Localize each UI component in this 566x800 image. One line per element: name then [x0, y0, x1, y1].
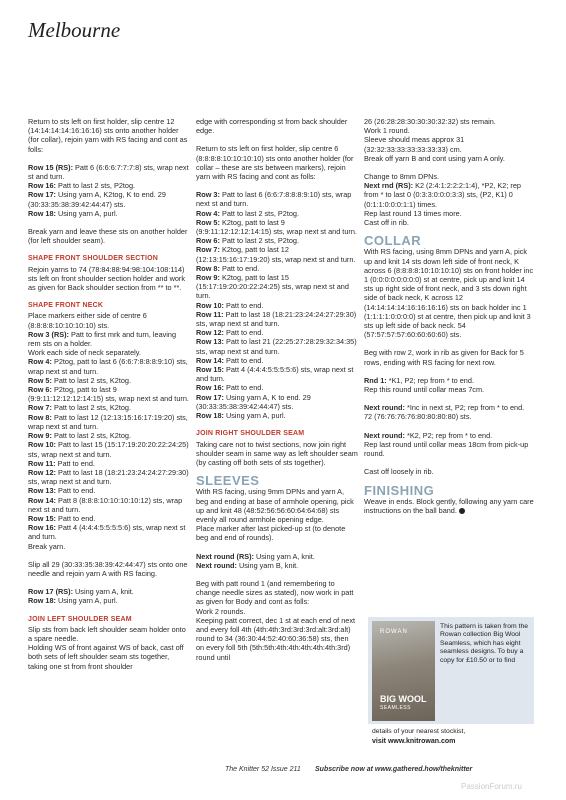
row-label: Row 16:	[28, 523, 56, 533]
page-title: Melbourne	[28, 18, 121, 42]
row-label: Row 11:	[28, 458, 56, 468]
paragraph: Work each side of neck separately.	[28, 348, 141, 358]
instruction-row	[196, 218, 358, 236]
row-text: Using yarn A, purl.	[223, 411, 286, 421]
paragraph: Slip sts from back left shoulder seam holder onto a spare needle.	[28, 624, 186, 643]
row-text: Patt 8 (8:8:8:10:10:10:10:12) sts, wrap next st and turn.	[28, 495, 183, 514]
row-label: Next rnd (RS):	[364, 181, 414, 191]
row-label: Row 13:	[28, 486, 56, 496]
section-heading: SHAPE FRONT SHOULDER SECTION	[28, 255, 159, 263]
spacer	[28, 551, 190, 560]
instruction-row	[196, 190, 358, 208]
instruction-row	[196, 273, 358, 301]
row-label: Row 15 (RS):	[28, 162, 73, 172]
paragraph: Return to sts left on first holder, slip centre 12 (14:14:14:14:16:16:16) sts onto another holder (for collar), rejoin yarn with RS facing and cont as folls:	[28, 117, 188, 154]
row-label: Next round (RS):	[196, 551, 254, 561]
promo-link[interactable]: visit www.knitrowan.com	[372, 738, 456, 745]
book-cover-image	[372, 621, 435, 721]
brand-label: ROWAN	[380, 629, 408, 635]
instruction-row	[196, 356, 358, 365]
row-text: *K2, P2; rep from * to end.	[404, 430, 493, 440]
instruction-row	[28, 330, 190, 348]
row-text: Patt to last 15 (15:17:19:20:20:22:24:25) sts, wrap next st and turn.	[28, 440, 189, 459]
row-text: Patt to end.	[223, 355, 264, 365]
paragraph: Cast off in rib.	[364, 218, 409, 228]
row-text: Patt to end.	[219, 263, 260, 273]
instruction-row	[28, 385, 190, 403]
instruction-row	[28, 523, 190, 541]
row-text: Patt to last 2 sts, P2tog.	[55, 181, 136, 191]
row-label: Row 17 (RS):	[28, 587, 73, 597]
row-text: Patt to first mrk and turn, leaving rem sts on a holder.	[28, 329, 177, 349]
column-1	[28, 117, 190, 671]
paragraph: With RS facing, using 9mm DPNs and yarn A, beg and ending at base of armhole opening, pick up and knit 48 (48:52:56:56:60:64:64:68) sts evenly all round armhole opening edge.	[196, 487, 354, 524]
row-text: Patt to last 12 (12:13:15:16:17:19:20) sts, wrap next st and turn.	[28, 412, 188, 431]
instruction-row	[28, 163, 190, 181]
row-text: Patt to last 18 (18:21:23:24:24:27:29:30) sts, wrap next st and turn.	[196, 309, 357, 329]
closing-paragraph	[364, 497, 534, 515]
row-label: Row 5:	[28, 375, 52, 385]
row-text: Patt to last 2 sts, P2tog.	[219, 236, 300, 246]
instruction-row	[28, 190, 190, 208]
row-label: Row 18:	[28, 208, 56, 218]
row-text: K2tog, patt to last 12 (12:13:15:16:17:19:20) sts, wrap next st and turn.	[196, 245, 356, 264]
paragraph: 72 (76:76:76:76:80:80:80:80) sts.	[364, 412, 472, 422]
row-text: Patt to end.	[55, 486, 96, 496]
row-text: Patt 4 (4:4:4:5:5:5:5:6) sts, wrap next st and turn.	[196, 365, 354, 384]
instruction-row	[364, 181, 534, 209]
row-text: Patt to last 2 sts, K2tog.	[51, 375, 132, 385]
instruction-row	[196, 393, 358, 411]
watermark: PassionForum.ru	[461, 782, 522, 791]
instruction-row	[28, 440, 190, 458]
row-label: Row 15:	[196, 365, 224, 375]
instruction-row	[28, 468, 190, 486]
row-label: Row 7:	[28, 403, 52, 413]
row-text: *K1, P2; rep from * to end.	[386, 375, 474, 385]
major-heading: COLLAR	[364, 233, 422, 249]
paragraph: Beg with patt round 1 (and remembering to change needle sizes as stated), now work in patt as given for Body and cont as folls:	[196, 578, 354, 607]
subscribe-link[interactable]: Subscribe now at www.gathered.how/theknitter	[315, 766, 473, 773]
row-label: Row 14:	[28, 495, 56, 505]
major-heading: SLEEVES	[196, 473, 260, 489]
spacer	[28, 606, 190, 615]
end-mark-icon	[459, 508, 465, 514]
row-text: Patt to end.	[223, 383, 264, 393]
paragraph: Slip all 29 (30:33:35:38:39:42:44:47) sts onto one needle and rejoin yarn A with RS facing.	[28, 559, 188, 578]
instruction-row	[196, 383, 358, 392]
row-text: Patt to last 18 (18:21:23:24:24:27:29:30) sts, wrap next st and turn.	[28, 467, 189, 487]
instruction-row	[196, 561, 358, 570]
row-label: Next round:	[196, 560, 237, 570]
row-label: Row 3 (RS):	[28, 329, 69, 339]
footer-magazine	[225, 766, 301, 773]
row-label: Row 6:	[196, 236, 220, 246]
row-text: Using yarn A, K2tog, K to end. 29 (30:33:35:38:39:42:44:47) sts.	[28, 190, 166, 209]
row-label: Row 9:	[196, 273, 220, 283]
row-text: P2tog, patt to last 6 (6:6:7:8:8:8:9:10) sts, wrap next st and turn.	[28, 357, 188, 376]
instruction-row	[196, 411, 358, 420]
instruction-row	[28, 431, 190, 440]
row-text: Using yarn A, knit.	[73, 587, 134, 597]
magazine-name: The Knitter	[225, 766, 260, 773]
row-text: Using yarn A, K to end. 29 (30:33:35:38:39:42:44:47) sts.	[196, 392, 311, 411]
row-text: Patt to last 2 sts, P2tog.	[219, 208, 300, 218]
paragraph: Sleeve should meas approx 31 (32:32:33:33:33:33:33:33) cm.	[364, 135, 465, 154]
row-label: Row 12:	[28, 467, 56, 477]
row-label: Rnd 1:	[364, 375, 387, 385]
row-text: Using yarn B, knit.	[236, 560, 299, 570]
row-label: Row 12:	[196, 328, 224, 338]
instruction-row	[196, 245, 358, 263]
row-label: Row 14:	[196, 355, 224, 365]
instruction-row	[28, 496, 190, 514]
instruction-row	[364, 431, 534, 440]
row-label: Row 13:	[196, 337, 224, 347]
paragraph: Rep this round until collar meas 7cm.	[364, 385, 485, 395]
row-label: Row 4:	[28, 357, 52, 367]
instruction-row	[196, 310, 358, 328]
product-name: BIG WOOL	[380, 694, 427, 704]
instruction-row	[28, 209, 190, 218]
instruction-row	[196, 301, 358, 310]
paragraph: Rep last round 13 times more.	[364, 208, 462, 218]
instruction-row	[196, 365, 358, 383]
paragraph: Place markers either side of centre 6 (8:8:8:8:10:10:10:10) sts.	[28, 311, 147, 330]
instruction-row	[196, 337, 358, 355]
row-label: Row 17:	[196, 392, 224, 402]
paragraph: Keeping patt correct, dec 1 st at each end of next and every foll 4th (4th:4th:3rd:3rd:3rd:alt:3rd:alt) round to 34 (36:30:44:52:40:60:36:58) sts, then on every foll 5th (5th:5th:4th:4th:4th:4th:4th:3rd) round until	[196, 615, 356, 662]
column-3	[364, 117, 534, 515]
row-label: Row 10:	[28, 440, 56, 450]
paragraph: Work 2 rounds.	[196, 606, 246, 616]
row-text: K2tog, patt to last 15 (15:17:19:20:20:22:24:25) sts, wrap next st and turn.	[196, 273, 349, 301]
major-heading: FINISHING	[364, 482, 435, 498]
promo-footer-text: details of your nearest stockist,	[372, 728, 466, 735]
row-label: Row 11:	[196, 309, 224, 319]
row-text: Patt to last 6 (6:6:7:8:8:8:9:10) sts, wrap next st and turn.	[196, 190, 352, 209]
row-text: Patt to end.	[55, 458, 95, 468]
instruction-row	[28, 376, 190, 385]
row-text: Using yarn A, purl.	[55, 208, 118, 218]
row-text: Patt 4 (4:4:4:5:5:5:5:6) sts, wrap next st and turn.	[28, 523, 186, 542]
paragraph: With RS facing, using 8mm DPNs and yarn A, pick up and knit 14 sts down left side of front neck, K across 6 (8:8:8:8:10:10:10:10) sts on front holder inc 1 (0:0:0:0:0:0:0:0) st at centre, pick up and knit 14 sts up right side of front neck, and 3 sts down right side of back neck, K across 12 (14:14:14:14:16:16:16:16) sts on back holder inc 1 (1:1:1:1:0:0:0:0) st at centre, then pick up and knit 3 sts up left side of back neck. 54 (57:57:57:57:60:60:60:60) sts.	[364, 247, 534, 340]
row-label: Row 17:	[28, 190, 56, 200]
row-text: Using yarn A, knit.	[253, 551, 315, 561]
instruction-row	[28, 514, 190, 523]
paragraph: Break yarn and leave these sts on another holder (for left shoulder seam).	[28, 227, 188, 246]
instruction-row	[28, 596, 190, 605]
row-label: Row 3:	[196, 190, 220, 200]
instruction-row	[28, 357, 190, 375]
instruction-row	[196, 236, 358, 245]
paragraph: Rejoin yarns to 74 (78:84:88:94:98:104:108:114) sts left on front shoulder section holder and work as given for Back shoulder section from ** to **.	[28, 264, 185, 293]
instruction-row	[28, 486, 190, 495]
row-label: Row 18:	[28, 596, 56, 606]
row-label: Row 6:	[28, 385, 52, 395]
spacer	[196, 570, 358, 579]
instruction-row	[28, 587, 190, 596]
row-label: Row 15:	[28, 513, 56, 523]
issue-number: Issue 211	[270, 766, 301, 773]
instruction-row	[196, 264, 358, 273]
page-number: 52	[261, 766, 269, 773]
row-text: Patt to end.	[55, 513, 96, 523]
row-label: Row 18:	[196, 411, 224, 421]
row-text: Patt to last 2 sts, K2tog.	[51, 431, 132, 441]
instruction-row	[28, 403, 190, 412]
row-label: Row 16:	[28, 181, 56, 191]
row-label: Row 10:	[196, 300, 224, 310]
instruction-row	[364, 376, 534, 385]
row-label: Row 5:	[196, 217, 220, 227]
column-2	[196, 117, 358, 662]
instruction-row	[28, 413, 190, 431]
section-heading: JOIN RIGHT SHOULDER SEAM	[196, 430, 305, 438]
paragraph: Return to sts left on first holder, slip centre 6 (8:8:8:8:10:10:10:10) sts onto another holder (for collar – these are sts between markers), rejoin yarn with RS facing and cont as folls:	[196, 144, 354, 182]
paragraph: Break off yarn B and cont using yarn A only.	[364, 153, 505, 163]
spacer	[28, 218, 190, 227]
instruction-row	[28, 181, 190, 190]
paragraph: Work 1 round.	[364, 126, 410, 136]
row-text: K2 (2:4:1:2:2:2:1:4), *P2, K2; rep from * to last 0 (0:3:3:0:0:0:3:3) sts, (P2, K1) 0 (0:1:1:0:0:0:1:1) times.	[364, 181, 521, 209]
row-text: Patt to end.	[223, 328, 264, 338]
paragraph: Cast off loosely in rib.	[364, 467, 434, 477]
paragraph: Rep last round until collar meas 18cm from pick-up round.	[364, 439, 529, 459]
paragraph: Place marker after last picked-up st (to denote beg and end of rounds).	[196, 524, 346, 543]
paragraph: Change to 8mm DPNs.	[364, 172, 440, 182]
row-label: Row 4:	[196, 208, 220, 218]
instruction-row	[28, 459, 190, 468]
promo-text: This pattern is taken from the Rowan collection Big Wool Seamless, which has eight seamless designs. To buy a copy for £10.50 or to find	[440, 623, 529, 664]
paragraph: Beg with row 2, work in rib as given for Back for 5 rows, ending with RS facing for next row.	[364, 348, 524, 367]
section-heading: JOIN LEFT SHOULDER SEAM	[28, 615, 132, 623]
instruction-row	[196, 328, 358, 337]
paragraph-text: Weave in ends. Block gently, following any yarn care instructions on the ball band.	[364, 496, 534, 515]
instruction-row	[196, 552, 358, 561]
promo-box	[368, 617, 534, 745]
instruction-row	[196, 209, 358, 218]
row-text: Patt 6 (6:6:6:7:7:7:8) sts, wrap next st and turn.	[28, 162, 189, 182]
paragraph: 26 (26:28:28:30:30:30:32:32) sts remain.	[364, 117, 496, 126]
row-label: Row 8:	[196, 263, 220, 273]
instruction-row	[364, 403, 534, 412]
paragraph: Taking care not to twist sections, now join right shoulder seam in same way as left shoulder seam (by casting off both sets of sts together).	[196, 439, 358, 467]
row-text: *Inc in next st, P2; rep from * to end.	[404, 403, 525, 413]
product-subname: SEAMLESS	[380, 705, 411, 711]
row-label: Row 9:	[28, 431, 52, 441]
paragraph: edge with corresponding st from back shoulder edge.	[196, 117, 348, 136]
paragraph: Break yarn.	[28, 541, 66, 551]
row-label: Next round:	[364, 430, 405, 440]
row-text: Patt to last 2 sts, K2tog.	[51, 403, 132, 413]
row-text: P2tog, patt to last 9 (9:9:11:12:12:12:14:15) sts, wrap next st and turn.	[28, 385, 189, 404]
row-text: Patt to last 21 (22:25:27:28:29:32:34:35) sts, wrap next st and turn.	[196, 337, 357, 356]
row-label: Row 7:	[196, 245, 220, 255]
row-label: Row 16:	[196, 383, 224, 393]
row-text: Using yarn A, purl.	[55, 596, 118, 606]
row-label: Next round:	[364, 403, 405, 413]
row-label: Row 8:	[28, 412, 52, 422]
row-text: Patt to end.	[223, 300, 264, 310]
spacer	[196, 420, 358, 429]
paragraph: Holding WS of front against WS of back, cast off both sets of left shoulder seam sts together, taking one st from front shoulder	[28, 643, 184, 671]
row-text: K2tog, patt to last 9 (9:9:11:12:12:12:14:15) sts, wrap next st and turn.	[196, 217, 357, 237]
section-heading: SHAPE FRONT NECK	[28, 302, 104, 310]
